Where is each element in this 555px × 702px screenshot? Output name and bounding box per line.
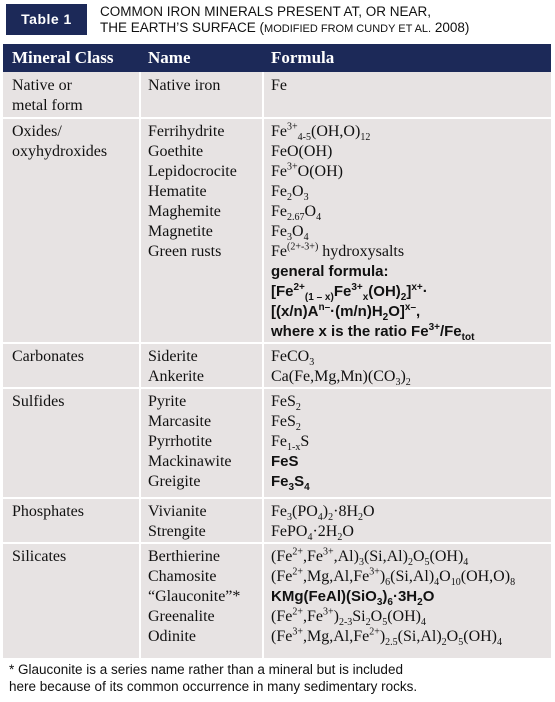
minerals-table xyxy=(3,44,551,658)
names-carbonates: Siderite Ankerite xyxy=(148,348,204,385)
row-divider xyxy=(3,497,551,499)
title-line-2: THE EARTH’S SURFACE (MODIFIED FROM CUNDY ET AL. 2008) xyxy=(100,20,470,35)
table-header xyxy=(3,44,551,72)
class-sulfides: Sulfides xyxy=(12,393,65,410)
name-native-iron: Native iron xyxy=(148,77,221,94)
row-divider xyxy=(3,117,551,119)
title-line-1: COMMON IRON MINERALS PRESENT AT, OR NEAR, xyxy=(100,4,432,19)
formulas-silicates: $(Fe^{2+},Fe^{3+},Al)_3(Si,Al)_2O_5(OH)_4$ $(Fe^{2+},Mg,Al,Fe^{3+})_6(Si,Al)_4O_{10}(OH,O)_8$ $KMg(FeAl)(SiO_3)_6\cdot 3H_2O$ $(Fe^{2+},Fe^{3+})_{2-3}Si_2O_5(OH)_4$ $(Fe^{3+},Mg,Al,Fe^{2+})_{2.5}(Si,Al)_2O_5(OH)_4$ xyxy=(271,546,516,649)
class-phosphates: Phosphates xyxy=(12,503,84,520)
formulas-sulfides: FeS$_2$ FeS$_2$ $Fe_{1-x}S$ FeS $Fe_3S_4$ xyxy=(271,393,310,493)
formula-native-iron: Fe xyxy=(271,77,287,94)
header-mineral-class: Mineral Class xyxy=(12,48,114,67)
names-silicates: Berthierine Chamosite “Glauconite”* Greenalite Odinite xyxy=(148,548,241,645)
row-divider xyxy=(3,387,551,389)
names-oxides: Ferrihydrite Goethite Lepidocrocite Hematite Maghemite Magnetite Green rusts xyxy=(148,123,237,260)
table-number-badge: Table 1 xyxy=(6,4,87,35)
header-name: Name xyxy=(148,48,191,67)
names-phosphates: Vivianite Strengite xyxy=(148,503,207,540)
table-footnote: * Glauconite is a series name rather than a mineral but is included here because of its common occurrence in many sedimentary rocks. xyxy=(9,662,418,694)
formulas-carbonates: FeCO$_3$ $Ca(Fe,Mg,Mn)(CO_3)_2$ xyxy=(271,348,411,389)
row-divider xyxy=(3,542,551,544)
class-oxides: Oxides/ oxyhydroxides xyxy=(12,123,108,160)
column-divider xyxy=(139,72,141,658)
class-carbonates: Carbonates xyxy=(12,348,84,365)
header-formula: Formula xyxy=(271,48,335,67)
class-silicates: Silicates xyxy=(12,548,67,565)
table-caption xyxy=(6,4,551,44)
names-sulfides: Pyrite Marcasite Pyrrhotite Mackinawite Greigite xyxy=(148,393,232,490)
class-native: Native or metal form xyxy=(12,77,83,114)
column-divider xyxy=(262,72,264,658)
formulas-phosphates: $Fe_3(PO_4)_2\cdot 8H_2O$ $FePO_4\cdot 2H_2O$ xyxy=(271,503,375,544)
table-title xyxy=(100,4,550,37)
source-citation: MODIFIED FROM CUNDY ET AL. xyxy=(264,23,432,35)
formulas-oxides: $Fe^{3+}_{4-5}(OH,O)_{12}$ FeO(OH) $Fe^{3+}O(OH)$ $Fe_2O_3$ $Fe_{2.67}O_4$ $Fe_3O_4$ $Fe^{(2+-3+)}$ hydroxysalts general formula: $[Fe^{2+}_{(1 - x)}Fe^{3+}_x(OH)_2]^{x+}\cdot$ $[(x/n)A^{n-}\cdot(m/n)H_2O]^{x-}$, where x is the ratio $Fe^{3+}/Fe_{tot}$ xyxy=(271,121,475,343)
